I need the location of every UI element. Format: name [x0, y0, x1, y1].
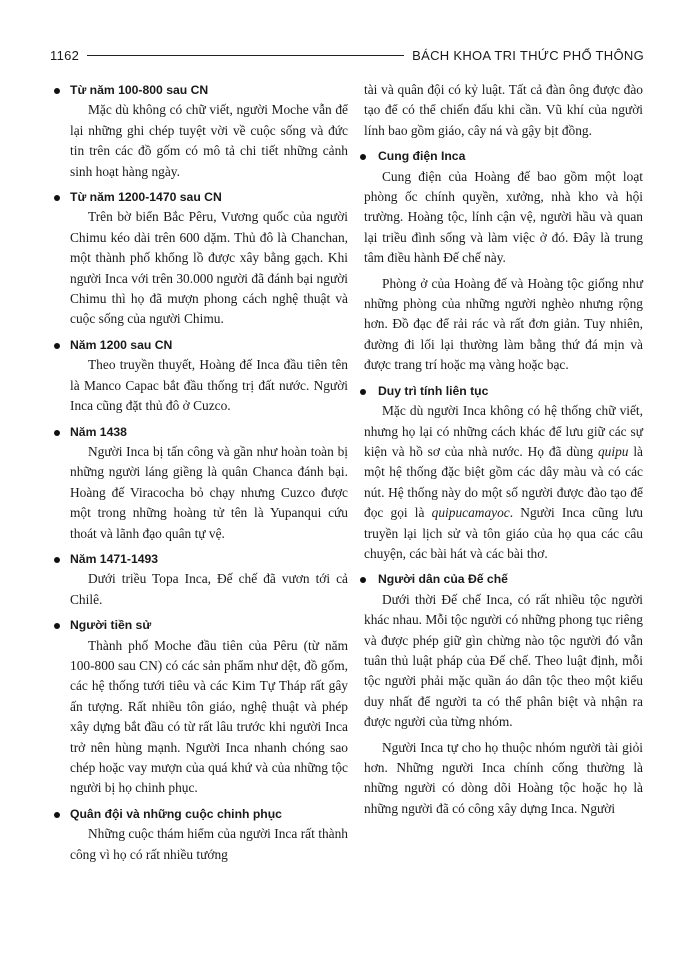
section-heading: Từ năm 1200-1470 sau CN	[52, 187, 348, 207]
section-heading: Duy trì tính liên tục	[364, 381, 643, 401]
section-heading: Năm 1200 sau CN	[52, 335, 348, 355]
section-heading: Năm 1438	[52, 422, 348, 442]
header-rule	[87, 55, 404, 56]
section-heading: Người dân của Đế chế	[364, 569, 643, 589]
page-number: 1162	[50, 47, 80, 63]
body-paragraph: Theo truyền thuyết, Hoàng đế Inca đầu tiên tên là Manco Capac bắt đầu thống trị đất nước. Người Inca cũng đặt thủ đô ở Cuzco.	[70, 357, 348, 414]
body-paragraph: Dưới thời Đế chế Inca, có rất nhiều tộc người khác nhau. Mỗi tộc người có những phong tục riêng và được phép giữ gìn chừng nào tộc người đó vẫn tuân thủ luật pháp của Đế chế. Theo luật định, mỗi tộc người phải mặc quần áo dân tộc theo một kiểu duy nhất để người ta có thể phân biệt và nhận ra được người của từng nhóm.	[364, 591, 643, 730]
section-heading: Người tiền sử	[52, 615, 348, 635]
body-paragraph: Mặc dù người Inca không có hệ thống chữ viết, nhưng họ lại có những cách khác để lưu giữ các sự kiện và hồ sơ của nhà nước. Họ đã dùng quipu là một hệ thống đặc biệt gồm các dây màu và có các nút. Hệ thống này do một số người được đào tạo để đọc gọi là quipucamayoc. Người Inca cũng lưu truyền lại lịch sử và tôn giáo của họ qua các câu chuyện, các bài hát và các bài thơ.	[364, 403, 643, 561]
section-heading: Năm 1471-1493	[52, 549, 348, 569]
page-header	[50, 44, 644, 66]
body-paragraph: Thành phố Moche đầu tiên của Pêru (từ năm 100-800 sau CN) có các sản phẩm như dệt, đồ gốm, các hệ thống tưới tiêu và các Kim Tự Tháp rất gây ấn tượng. Rất nhiều tôn giáo, nghệ thuật và phép xây dựng bắt đầu có từ rất lâu trước khi người Inca trở nên hùng mạnh. Người Inca nhanh chóng sao chép hoặc vay mượn của quá khứ và của những tộc người bị họ chinh phục.	[70, 637, 348, 796]
body-paragraph: Cung điện của Hoàng đế bao gồm một loạt phòng ốc chính quyền, xưởng, nhà kho và hội trường. Hoàng tộc, lính cận vệ, người hầu và quan lại triều đình sống và làm việc ở đó. Đây là trung tâm điều hành Đế chế này.	[364, 168, 643, 266]
body-paragraph: Những cuộc thám hiểm của người Inca rất thành công vì họ có rất nhiều tướng	[70, 826, 348, 862]
body-paragraph: Mặc dù không có chữ viết, người Moche vẫn để lại những ghi chép tuyệt vời về cuộc sống và đức tin trên các đồ gốm có mô tả chi tiết những cảnh sinh hoạt hàng ngày.	[70, 102, 348, 179]
right-column	[364, 80, 643, 824]
body-paragraph: Dưới triều Topa Inca, Đế chế đã vươn tới cả Chilê.	[70, 571, 348, 607]
body-paragraph: Trên bờ biển Bắc Pêru, Vương quốc của người Chimu kéo dài trên 600 dặm. Thủ đô là Chanchan, một thành phố khổng lồ được xây bằng gạch. Khi người Inca với trên 30.000 người đã đánh bại người Chimu thì họ đã mượn phong cách nghệ thuật và cuộc sống của người Chimu.	[70, 209, 348, 327]
section-heading: Quân đội và những cuộc chinh phục	[52, 804, 348, 824]
body-paragraph: Phòng ở của Hoàng đế và Hoàng tộc giống như những phòng của những người nghèo nhưng rộng hơn. Đồ đạc để rải rác và rất đơn giản. Tuy nhiên, đường đi lối lại thường làm bằng thứ đá mịn và được trang trí hoặc mạ vàng hoặc bạc.	[364, 275, 643, 373]
section-heading: Từ năm 100-800 sau CN	[52, 80, 348, 100]
left-column	[52, 80, 348, 870]
running-title: BÁCH KHOA TRI THỨC PHỔ THÔNG	[412, 47, 644, 63]
section-heading: Cung điện Inca	[364, 146, 643, 166]
body-paragraph: tài và quân đội có kỷ luật. Tất cả đàn ông được đào tạo để có thể chiến đấu khi cần. Vũ khí của người lính bao gồm giáo, cây ná và gậy bịt đồng.	[364, 82, 643, 138]
body-paragraph: Người Inca bị tấn công và gần như hoàn toàn bị những người láng giềng là quân Chanca đánh bại. Hoàng đế Viracocha bỏ chạy nhưng Cuzco được một trong những hoàng tử tên là Yupanqui cứu thoát và lãnh đạo quân tự vệ.	[70, 443, 348, 541]
body-paragraph: Người Inca tự cho họ thuộc nhóm người tài giỏi hơn. Những người Inca chính cống thường là những người có dòng dõi Hoàng tộc hoặc họ là những người đã có công xây dựng Inca. Người	[364, 739, 643, 816]
